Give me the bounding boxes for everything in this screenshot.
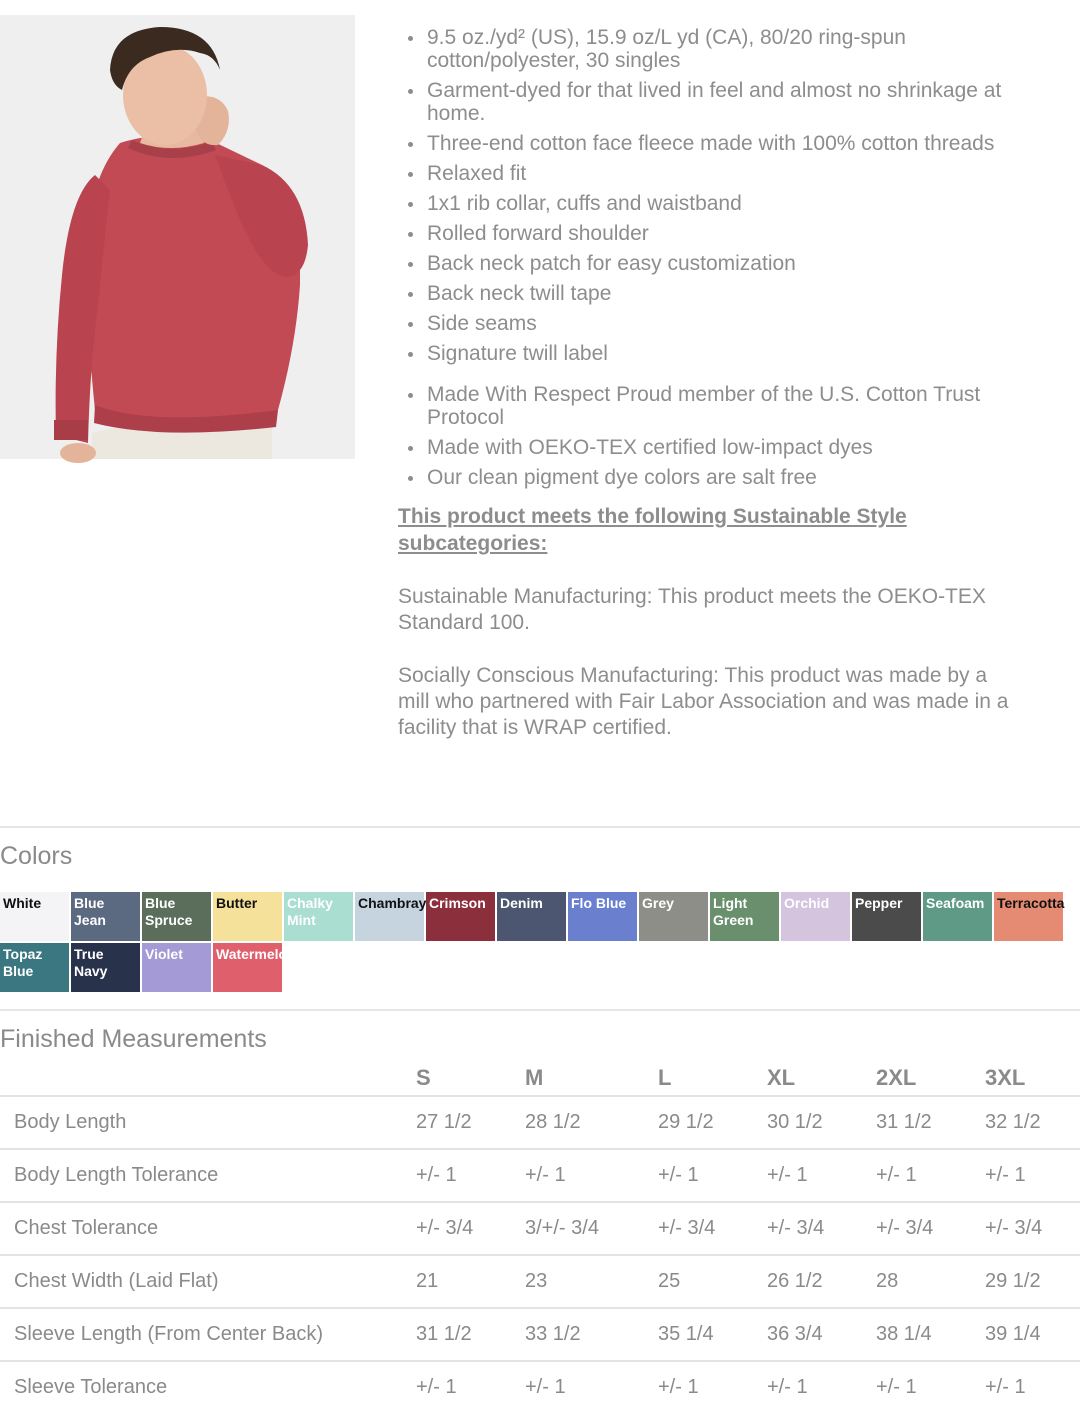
measurement-value: 25	[658, 1255, 767, 1308]
measurement-value: +/- 3/4	[416, 1202, 525, 1255]
measurement-value: 35 1/4	[658, 1308, 767, 1361]
feature-item: Rolled forward shoulder	[398, 222, 1038, 245]
model-illustration	[0, 15, 355, 459]
size-header: L	[658, 1064, 672, 1090]
feature-item: Made With Respect Proud member of the U.S. Cotton Trust Protocol	[398, 383, 1038, 429]
feature-item: Side seams	[398, 312, 1038, 335]
color-swatch[interactable]: Chambray	[355, 892, 424, 941]
measurement-value: 31 1/2	[416, 1308, 525, 1361]
color-swatch[interactable]: Butter	[213, 892, 282, 941]
measurement-label: Sleeve Tolerance	[0, 1361, 416, 1413]
feature-list	[398, 26, 1038, 365]
feature-item: Garment-dyed for that lived in feel and almost no shrinkage at home.	[398, 79, 1038, 125]
color-swatch[interactable]: Violet	[142, 943, 211, 992]
product-photo	[0, 15, 355, 459]
measurement-value: +/- 1	[658, 1149, 767, 1202]
size-header: S	[416, 1064, 431, 1090]
size-header: 2XL	[876, 1064, 917, 1090]
feature-item: Signature twill label	[398, 342, 1038, 365]
size-header: M	[525, 1064, 544, 1090]
measurement-label: Body Length	[0, 1096, 416, 1149]
measurement-label: Chest Tolerance	[0, 1202, 416, 1255]
color-swatch[interactable]: True Navy	[71, 943, 140, 992]
measurement-value: 33 1/2	[525, 1308, 658, 1361]
feature-item: Three-end cotton face fleece made with 100% cotton threads	[398, 132, 1038, 155]
measurement-value: +/- 1	[525, 1149, 658, 1202]
measurement-value: +/- 1	[525, 1361, 658, 1413]
sustainability-feature-list	[398, 383, 1038, 489]
color-swatch[interactable]: Light Green	[710, 892, 779, 941]
measurement-value: 27 1/2	[416, 1096, 525, 1149]
measurement-value: +/- 3/4	[767, 1202, 876, 1255]
measurement-value: 3/+/- 3/4	[525, 1202, 658, 1255]
socially-conscious-text: Socially Conscious Manufacturing: This product was made by a mill who partnered with Fair Labor Association and was made in a facility that is WRAP certified.	[398, 664, 1009, 739]
color-swatch[interactable]: Crimson	[426, 892, 495, 941]
measurement-value: 28 1/2	[525, 1096, 658, 1149]
product-details	[398, 26, 1038, 741]
size-header: 3XL	[985, 1064, 1026, 1090]
feature-item: Relaxed fit	[398, 162, 1038, 185]
measurement-value: +/- 1	[985, 1361, 1080, 1413]
measurement-value: 23	[525, 1255, 658, 1308]
measurement-value: +/- 3/4	[658, 1202, 767, 1255]
color-swatch[interactable]: Chalky Mint	[284, 892, 353, 941]
section-divider	[0, 826, 1080, 828]
measurement-value: 29 1/2	[985, 1255, 1080, 1308]
feature-item: Made with OEKO-TEX certified low-impact dyes	[398, 436, 1038, 459]
color-swatch[interactable]: Denim	[497, 892, 566, 941]
color-swatch[interactable]: Orchid	[781, 892, 850, 941]
color-swatch[interactable]: Pepper	[852, 892, 921, 941]
measurements-table	[0, 1060, 1080, 1413]
section-divider	[0, 1009, 1080, 1011]
color-swatch[interactable]: Terracotta	[994, 892, 1063, 941]
table-header-label	[0, 1060, 416, 1096]
measurement-value: +/- 1	[767, 1361, 876, 1413]
table-row	[0, 1361, 1080, 1413]
sustainable-style-heading: This product meets the following Sustainable Style subcategories:	[398, 505, 907, 555]
measurement-label: Sleeve Length (From Center Back)	[0, 1308, 416, 1361]
table-row	[0, 1255, 1080, 1308]
measurement-value: +/- 1	[416, 1149, 525, 1202]
measurement-value: +/- 3/4	[985, 1202, 1080, 1255]
table-row	[0, 1149, 1080, 1202]
measurement-value: 26 1/2	[767, 1255, 876, 1308]
feature-item: 9.5 oz./yd² (US), 15.9 oz/L yd (CA), 80/20 ring-spun cotton/polyester, 30 singles	[398, 26, 1038, 72]
table-row	[0, 1202, 1080, 1255]
table-row	[0, 1308, 1080, 1361]
measurement-label: Body Length Tolerance	[0, 1149, 416, 1202]
measurement-value: +/- 1	[658, 1361, 767, 1413]
measurement-value: 32 1/2	[985, 1096, 1080, 1149]
measurement-value: +/- 1	[767, 1149, 876, 1202]
color-swatch[interactable]: Blue Spruce	[142, 892, 211, 941]
measurement-value: 31 1/2	[876, 1096, 985, 1149]
feature-item: Our clean pigment dye colors are salt free	[398, 466, 1038, 489]
color-swatch[interactable]: Topaz Blue	[0, 943, 69, 992]
size-header: XL	[767, 1064, 796, 1090]
measurement-value: +/- 1	[416, 1361, 525, 1413]
measurement-value: 21	[416, 1255, 525, 1308]
measurement-value: +/- 1	[876, 1361, 985, 1413]
measurement-label: Chest Width (Laid Flat)	[0, 1255, 416, 1308]
measurement-value: +/- 1	[876, 1149, 985, 1202]
color-swatch[interactable]: Grey	[639, 892, 708, 941]
color-swatch[interactable]: Flo Blue	[568, 892, 637, 941]
color-swatch[interactable]: Blue Jean	[71, 892, 140, 941]
color-swatch[interactable]: White	[0, 892, 69, 941]
colors-title: Colors	[0, 842, 73, 870]
measurement-value: 38 1/4	[876, 1308, 985, 1361]
measurement-value: +/- 1	[985, 1149, 1080, 1202]
measurements-title: Finished Measurements	[0, 1025, 267, 1053]
feature-item: Back neck patch for easy customization	[398, 252, 1038, 275]
table-row	[0, 1096, 1080, 1149]
feature-item: 1x1 rib collar, cuffs and waistband	[398, 192, 1038, 215]
measurement-value: 28	[876, 1255, 985, 1308]
color-swatch[interactable]: Seafoam	[923, 892, 992, 941]
feature-item: Back neck twill tape	[398, 282, 1038, 305]
color-swatch[interactable]: Watermelon	[213, 943, 282, 992]
measurement-value: +/- 3/4	[876, 1202, 985, 1255]
measurement-value: 29 1/2	[658, 1096, 767, 1149]
measurement-value: 36 3/4	[767, 1308, 876, 1361]
sustainable-manufacturing-text: Sustainable Manufacturing: This product meets the OEKO-TEX Standard 100.	[398, 585, 986, 634]
measurement-value: 39 1/4	[985, 1308, 1080, 1361]
table-header-row	[0, 1060, 1080, 1096]
measurement-value: 30 1/2	[767, 1096, 876, 1149]
